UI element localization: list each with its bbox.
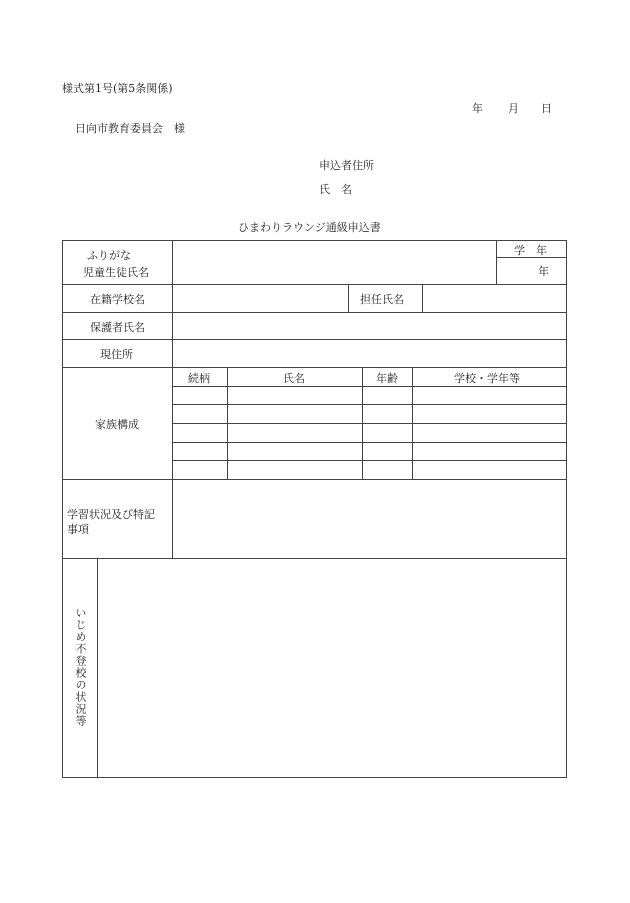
teacher-name-field[interactable]	[423, 285, 566, 312]
family-header-name: 氏名	[283, 372, 305, 385]
family-header-school: 学校・学年等	[454, 372, 520, 385]
teacher-label: 担任氏名	[360, 293, 404, 306]
family-row-divider	[173, 460, 566, 461]
form-number: 様式第1号(第5条関係)	[62, 82, 173, 95]
addressee: 日向市教育委員会 様	[75, 122, 185, 135]
study-notes-field[interactable]	[173, 480, 566, 558]
study-label-line2: 事項	[67, 523, 89, 536]
family-row-divider	[173, 442, 566, 443]
furigana-label: ふりがな	[87, 249, 131, 262]
school-divider	[348, 284, 349, 312]
bullying-label: いじめ不登校の状況等	[74, 607, 87, 727]
student-name-label: 児童生徒氏名	[83, 266, 149, 279]
family-header-relation: 続柄	[188, 372, 210, 385]
date-day-label: 日	[541, 102, 552, 115]
school-name-field[interactable]	[173, 285, 348, 312]
family-row-divider	[173, 404, 566, 405]
row-divider	[63, 367, 566, 368]
address-field[interactable]	[173, 340, 566, 367]
date-month-label: 月	[508, 102, 519, 115]
applicant-name-label: 氏 名	[319, 183, 352, 196]
grade-field[interactable]	[497, 258, 535, 284]
application-form-table	[62, 240, 567, 778]
student-name-field[interactable]	[173, 241, 496, 284]
family-col-divider	[412, 367, 413, 479]
family-row-divider	[173, 423, 566, 424]
bullying-status-field[interactable]	[98, 559, 566, 777]
grade-unit: 年	[538, 265, 549, 278]
address-label: 現住所	[100, 348, 133, 361]
guardian-name-field[interactable]	[173, 313, 566, 339]
guardian-label: 保護者氏名	[90, 321, 145, 334]
applicant-address-label: 申込者住所	[319, 159, 374, 172]
family-col-divider	[227, 367, 228, 479]
document-title: ひまわりラウンジ通級申込書	[238, 221, 381, 234]
date-year-label: 年	[472, 102, 483, 115]
school-label: 在籍学校名	[90, 293, 145, 306]
family-col-divider	[362, 367, 363, 479]
family-row-divider	[173, 386, 566, 387]
family-label: 家族構成	[95, 418, 139, 431]
family-header-age: 年齢	[376, 372, 398, 385]
grade-label: 学 年	[514, 244, 547, 257]
study-label: 学習状況及び特記	[67, 508, 155, 521]
